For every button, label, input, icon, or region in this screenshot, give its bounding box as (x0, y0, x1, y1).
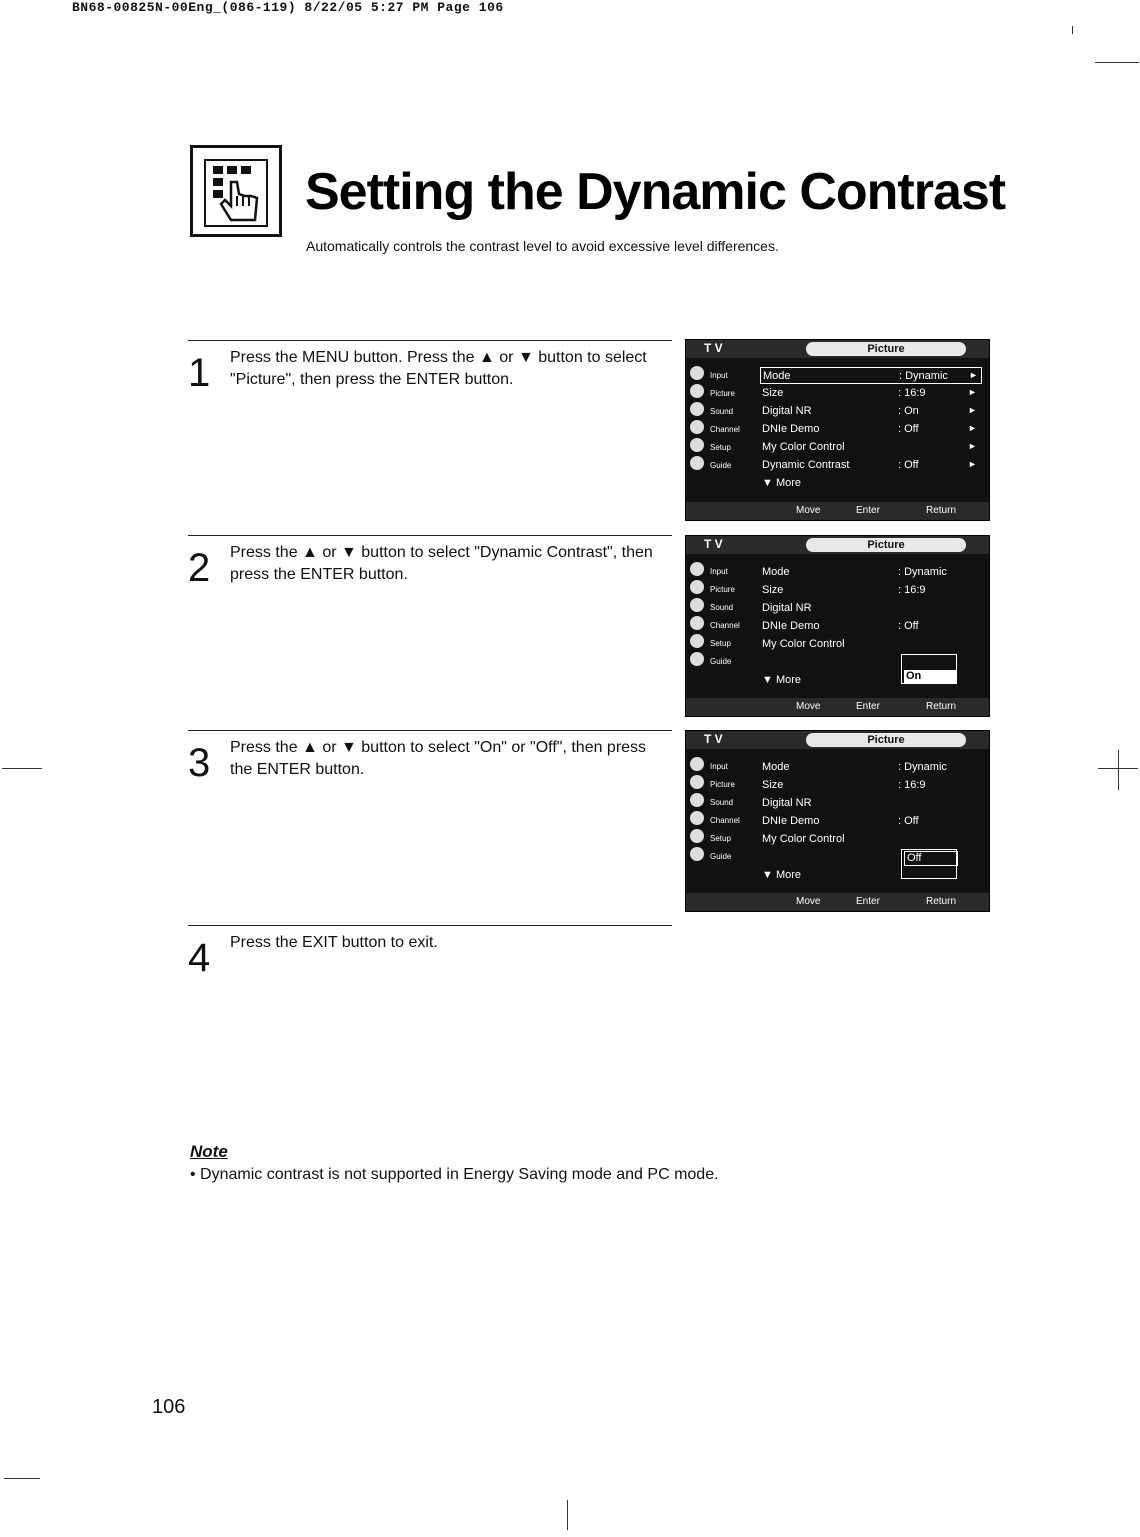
picture-icon (690, 580, 704, 594)
input-icon (690, 757, 704, 771)
step-text: Press the ▲ or ▼ button to select "On" or "Off", then press the ENTER button. (230, 739, 647, 778)
step-1 (188, 340, 672, 531)
osd-title-bar: T V Picture (686, 536, 989, 554)
osd-row: My Color Control ► (762, 441, 977, 453)
note-item: • Dynamic contrast is not supported in Energy Saving mode and PC mode. (190, 1166, 719, 1183)
step-number: 4 (188, 936, 211, 980)
tv-menu-screenshot-3 (685, 730, 990, 912)
osd-footer: Move Enter Return (686, 698, 989, 716)
osd-row: ▼ More (762, 869, 802, 881)
osd-side-input: Input (688, 366, 758, 384)
osd-side-guide: Guide (688, 456, 758, 474)
step-text: Press the EXIT button to exit. (230, 934, 438, 951)
step-text: Press the MENU button. Press the ▲ or ▼ button to select "Picture", then press the ENTER button. (230, 349, 647, 388)
osd-row: Digital NR : On ► (762, 405, 977, 417)
page-subtitle: Automatically controls the contrast level to avoid excessive level differences. (306, 238, 779, 254)
step-number: 2 (188, 546, 211, 590)
osd-row: Mode : Dynamic (762, 761, 947, 773)
channel-icon (690, 420, 704, 434)
osd-row: Mode : Dynamic ► (760, 367, 982, 384)
osd-row: Dynamic Contrast : Off ► (762, 459, 977, 471)
osd-row: Size : 16:9 ► (762, 387, 977, 399)
channel-icon (690, 811, 704, 825)
step-number: 1 (188, 351, 211, 395)
osd-row: ▼ More (762, 674, 802, 686)
step-3 (188, 730, 672, 921)
crop-mark (1072, 26, 1073, 34)
crop-mark (1095, 62, 1139, 63)
osd-title-bar: T V Picture (686, 731, 989, 749)
step-text: Press the ▲ or ▼ button to select "Dynamic Contrast", then press the ENTER button. (230, 544, 653, 583)
tv-menu-screenshot-1 (685, 339, 990, 521)
hand-pressing-remote-icon (190, 145, 282, 237)
step-2 (188, 535, 672, 726)
osd-footer: Move Enter Return (686, 893, 989, 911)
osd-row: My Color Control (762, 833, 845, 845)
osd-row: DNIe Demo : Off (762, 620, 919, 632)
channel-icon (690, 616, 704, 630)
osd-row: Digital NR (762, 602, 812, 614)
setup-icon (690, 438, 704, 452)
input-icon (690, 562, 704, 576)
guide-icon (690, 652, 704, 666)
dynamic-contrast-popup: On (901, 654, 957, 684)
print-slug: BN68-00825N-00Eng_(086-119) 8/22/05 5:27 PM Page 106 (72, 0, 504, 15)
page-number: 106 (152, 1396, 186, 1418)
note-heading: Note (190, 1142, 228, 1161)
osd-title-bar (686, 340, 989, 358)
picture-icon (690, 384, 704, 398)
crop-mark (2, 768, 42, 769)
osd-row: Size : 16:9 (762, 584, 926, 596)
tv-menu-screenshot-2 (685, 535, 990, 717)
osd-side-setup: Setup (688, 438, 758, 456)
page-title: Setting the Dynamic Contrast (305, 163, 1006, 221)
picture-icon (690, 775, 704, 789)
osd-side-menu (686, 360, 758, 506)
osd-side-picture: Picture (688, 384, 758, 402)
osd-footer: Move Enter Return (686, 502, 989, 520)
osd-side-menu: Input Picture Sound Channel Setup Guide (686, 556, 758, 702)
step-4 (188, 925, 672, 986)
osd-row: Size : 16:9 (762, 779, 926, 791)
osd-row: DNIe Demo : Off (762, 815, 919, 827)
osd-side-menu: Input Picture Sound Channel Setup Guide (686, 751, 758, 897)
sound-icon (690, 598, 704, 612)
osd-row: Mode : Dynamic (762, 566, 947, 578)
osd-row: DNIe Demo : Off ► (762, 423, 977, 435)
osd-side-channel: Channel (688, 420, 758, 438)
setup-icon (690, 634, 704, 648)
dynamic-contrast-popup: Off (901, 849, 957, 879)
crop-mark (1118, 750, 1119, 790)
step-number: 3 (188, 741, 211, 785)
crop-mark (4, 1478, 40, 1479)
setup-icon (690, 829, 704, 843)
sound-icon (690, 793, 704, 807)
crop-mark (567, 1500, 568, 1530)
guide-icon (690, 456, 704, 470)
osd-row: Digital NR (762, 797, 812, 809)
osd-picture-tab: Picture (806, 342, 966, 356)
osd-row: My Color Control (762, 638, 845, 650)
osd-side-sound: Sound (688, 402, 758, 420)
osd-row: ▼ More (762, 477, 802, 489)
guide-icon (690, 847, 704, 861)
osd-tv-label: T V (704, 341, 723, 355)
sound-icon (690, 402, 704, 416)
input-icon (690, 366, 704, 380)
